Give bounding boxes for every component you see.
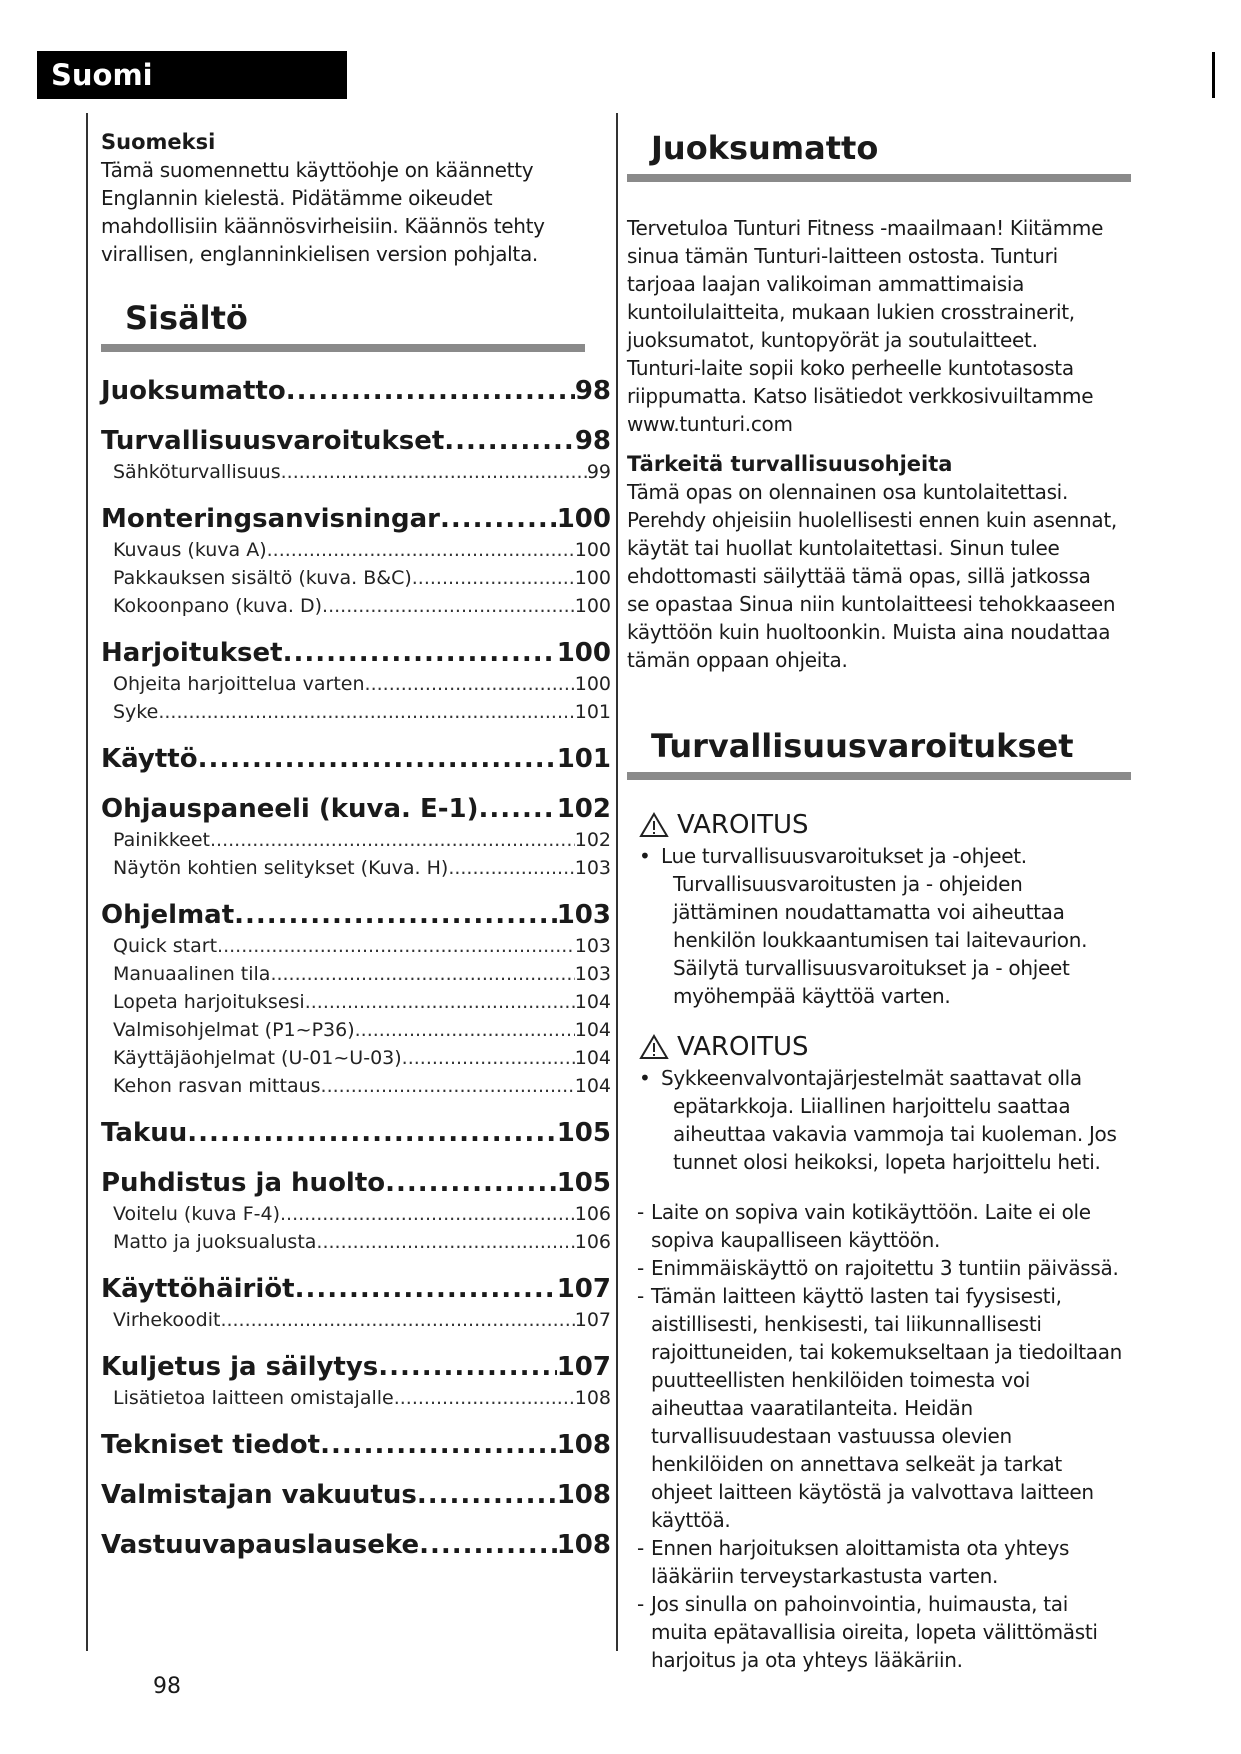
toc-page: 108 xyxy=(556,1530,611,1560)
toc-leader xyxy=(355,1016,575,1044)
left-column xyxy=(101,128,611,1562)
toc-label: Takuu xyxy=(101,1118,188,1148)
rule-item: - Laite on sopiva vain kotikäyttöön. Laite ei ole sopiva kaupalliseen käyttöön. xyxy=(637,1200,1091,1252)
warning-title: VAROITUS xyxy=(677,810,809,840)
toc-sub-page: 107 xyxy=(574,1309,611,1331)
warning-text xyxy=(627,842,1113,1010)
toc-sub-label: Käyttäjäohjelmat (U-01~U-03) xyxy=(113,1047,402,1069)
welcome-text: Tervetuloa Tunturi Fitness -maailmaan! Kiitämme sinua tämän Tunturi-laitteen ostosta. Tunturi tarjoaa laajan valikoiman ammattimaisia kuntoilulaitteita, mukaan lukien crosstrainerit, juoksumatot, kuntopyörät ja soutulaitteet. Tunturi-laite sopii koko perheelle kuntotasosta riippumatta. Katso lisätiedot verkkosivuiltamme www.tunturi.com xyxy=(627,216,1104,436)
toc-label: Monteringsanvisningar xyxy=(101,504,440,534)
intro-text: Tämä suomennettu käyttöohje on käännetty Englannin kielestä. Pidätämme oikeudet mahdollisiin käännösvirheisiin. Käännös tehty virallisen, englanninkielisen version pohjalta. xyxy=(101,158,545,266)
toc-page: 101 xyxy=(556,744,611,774)
toc-sub-label: Näytön kohtien selitykset (Kuva. H) xyxy=(113,857,449,879)
toc-sub-row[interactable] xyxy=(101,960,611,988)
toc-leader xyxy=(286,374,575,408)
toc-sub-label: Painikkeet xyxy=(113,829,211,851)
toc-sub-row[interactable] xyxy=(101,826,611,854)
toc-sub-row[interactable] xyxy=(101,1306,611,1334)
rule-text: Jos sinulla on pahoinvointia, huimausta, tai muita epätavallisia oireita, lopeta välittömästi harjoitus ja ota yhteys lääkäriin. xyxy=(651,1592,1098,1672)
toc-sub-page: 100 xyxy=(574,539,611,561)
warning-text xyxy=(627,1064,1123,1176)
bullet-dot: • xyxy=(639,1066,651,1090)
toc-sub-page: 104 xyxy=(574,991,611,1013)
toc-heading: Sisältö xyxy=(101,298,585,352)
toc-entry xyxy=(101,1272,611,1334)
toc-leader xyxy=(448,854,574,882)
warning-block-1 xyxy=(627,808,1137,1010)
language-tab xyxy=(37,51,347,99)
toc-entry xyxy=(101,636,611,726)
toc-sub-row[interactable] xyxy=(101,1016,611,1044)
toc-label: Turvallisuusvaroitukset xyxy=(101,426,445,456)
toc-sub-row[interactable] xyxy=(101,1044,611,1072)
section-heading-turvallisuus: Turvallisuusvaroitukset xyxy=(627,726,1131,780)
toc-leader xyxy=(402,1044,575,1072)
rule-item: - Jos sinulla on pahoinvointia, huimausta, tai muita epätavallisia oireita, lopeta välittömästi harjoitus ja ota yhteys lääkäriin. xyxy=(637,1592,1098,1672)
toc-sub-row[interactable] xyxy=(101,564,611,592)
warning-header xyxy=(627,808,1137,842)
language-label: Suomi xyxy=(51,58,153,92)
rule-text: Ennen harjoituksen aloittamista ota yhteys lääkäriin terveystarkastusta varten. xyxy=(651,1536,1070,1588)
toc-entry xyxy=(101,1116,611,1150)
toc-sub-label: Matto ja juoksualusta xyxy=(113,1231,317,1253)
toc-leader xyxy=(187,1116,556,1150)
toc-sub-label: Pakkauksen sisältö (kuva. B&C) xyxy=(113,567,412,589)
column-divider xyxy=(616,113,618,1651)
toc-sub-label: Voitelu (kuva F-4) xyxy=(113,1203,281,1225)
toc-sub-label: Quick start xyxy=(113,935,218,957)
toc-sub-label: Syke xyxy=(113,701,159,723)
toc-label: Ohjelmat xyxy=(101,900,235,930)
toc-label: Ohjauspaneeli (kuva. E-1) xyxy=(101,794,479,824)
toc-entry xyxy=(101,1478,611,1512)
toc-entry xyxy=(101,742,611,776)
rule-item: - Ennen harjoituksen aloittamista ota yhteys lääkäriin terveystarkastusta varten. xyxy=(637,1536,1070,1588)
toc-sub-page: 99 xyxy=(586,461,611,483)
toc-sub-row[interactable] xyxy=(101,1384,611,1412)
toc-sub-label: Valmisohjelmat (P1~P36) xyxy=(113,1019,355,1041)
toc-entry xyxy=(101,424,611,486)
toc-label: Juoksumatto xyxy=(101,376,286,406)
toc-leader xyxy=(234,898,557,932)
toc-sub-page: 102 xyxy=(574,829,611,851)
toc-leader xyxy=(220,1306,574,1334)
page-number: 98 xyxy=(153,1674,181,1699)
toc-page: 98 xyxy=(574,376,611,406)
toc-sub-row[interactable] xyxy=(101,458,611,486)
toc-main-row[interactable] xyxy=(101,374,611,408)
warning-triangle-icon xyxy=(639,812,669,838)
bullet-dot: • xyxy=(639,844,651,868)
toc-page: 108 xyxy=(556,1430,611,1460)
rule-text: Laite on sopiva vain kotikäyttöön. Laite ei ole sopiva kaupalliseen käyttöön. xyxy=(651,1200,1091,1252)
toc-sub-page: 104 xyxy=(574,1019,611,1041)
toc-page: 103 xyxy=(556,900,611,930)
toc-sub-page: 106 xyxy=(574,1231,611,1253)
toc-label: Tekniset tiedot xyxy=(101,1430,321,1460)
toc-sub-page: 100 xyxy=(574,673,611,695)
toc-main-row[interactable] xyxy=(101,636,611,670)
toc-entry xyxy=(101,792,611,882)
right-column xyxy=(627,128,1137,1674)
toc-main-row[interactable] xyxy=(101,1478,611,1512)
toc-sub-label: Lisätietoa laitteen omistajalle xyxy=(113,1387,394,1409)
rule-text: Enimmäiskäyttö on rajoitettu 3 tuntiin päivässä. xyxy=(651,1256,1119,1280)
toc-page: 107 xyxy=(556,1274,611,1304)
toc-leader xyxy=(295,1272,557,1306)
edge-marker xyxy=(1212,52,1215,98)
toc-main-row[interactable] xyxy=(101,1166,611,1200)
warning-triangle-icon xyxy=(639,1034,669,1060)
toc-sub-page: 103 xyxy=(574,935,611,957)
left-rule xyxy=(86,113,88,1651)
intro-title: Suomeksi xyxy=(101,130,216,154)
toc-label: Harjoitukset xyxy=(101,638,283,668)
toc-page: 100 xyxy=(556,638,611,668)
rule-text: Tämän laitteen käyttö lasten tai fyysisesti, aistillisesti, henkisesti, tai liikunnallisesti rajoittuneiden, tai kokemukseltaan ja tiedoiltaan puutteellisten henkilöiden toimesta voi aiheuttaa vaaratilanteita. Heidän turvallisuudestaan vastuussa olevien henkilöiden on annettava selkeät ja tarkat ohjeet laitteen käytöstä ja valvottava laitteen käyttöä. xyxy=(651,1284,1123,1532)
toc-leader xyxy=(198,742,557,776)
toc-leader xyxy=(322,592,575,620)
toc-sub-row[interactable] xyxy=(101,1228,611,1256)
section-heading-juoksumatto: Juoksumatto xyxy=(627,128,1131,182)
toc-sub-label: Kehon rasvan mittaus xyxy=(113,1075,321,1097)
toc-entry xyxy=(101,1350,611,1412)
warning-first-line: Sykkeenvalvontajärjestelmät saattavat olla xyxy=(661,1066,1082,1090)
toc-main-row[interactable] xyxy=(101,792,611,826)
toc-entry xyxy=(101,502,611,620)
toc-sub-page: 101 xyxy=(574,701,611,723)
toc-leader xyxy=(321,1072,575,1100)
toc-sub-page: 104 xyxy=(574,1075,611,1097)
rule-item: - Enimmäiskäyttö on rajoitettu 3 tuntiin päivässä. xyxy=(637,1256,1119,1280)
toc-sub-page: 108 xyxy=(574,1387,611,1409)
toc-leader xyxy=(440,502,557,536)
toc-sub-row[interactable] xyxy=(101,698,611,726)
toc-page: 98 xyxy=(574,426,611,456)
toc-main-row[interactable] xyxy=(101,1350,611,1384)
toc-label: Valmistajan vakuutus xyxy=(101,1480,417,1510)
toc-page: 105 xyxy=(556,1118,611,1148)
toc-label: Käyttöhäiriöt xyxy=(101,1274,295,1304)
toc-sub-page: 100 xyxy=(574,595,611,617)
toc-leader xyxy=(210,826,575,854)
toc-sub-page: 104 xyxy=(574,1047,611,1069)
toc-leader xyxy=(444,424,575,458)
toc-label: Käyttö xyxy=(101,744,198,774)
toc-main-row[interactable] xyxy=(101,742,611,776)
toc-sub-row[interactable] xyxy=(101,988,611,1016)
toc-leader xyxy=(270,960,574,988)
toc-leader xyxy=(385,1166,557,1200)
toc-leader xyxy=(320,1428,557,1462)
toc-page: 100 xyxy=(556,504,611,534)
toc-entry xyxy=(101,898,611,1100)
toc-leader xyxy=(419,1528,557,1562)
toc-sub-label: Kokoonpano (kuva. D) xyxy=(113,595,323,617)
toc-sub-row[interactable] xyxy=(101,670,611,698)
toc-entry xyxy=(101,374,611,408)
toc-leader xyxy=(365,670,575,698)
toc-sub-label: Manuaalinen tila xyxy=(113,963,271,985)
toc-sub-row[interactable] xyxy=(101,536,611,564)
toc-leader xyxy=(479,792,557,826)
toc-sub-row[interactable] xyxy=(101,932,611,960)
toc-leader xyxy=(267,536,575,564)
guide-text: Tämä opas on olennainen osa kuntolaitettasi. Perehdy ohjeisiin huolellisesti ennen kuin asennat, käytät tai huollat kuntolaitettasi. Sinun tulee ehdottomasti säilyttää tämä opas, sillä jatkossa se opastaa Sinua niin kuntolaitteesi tehokkaaseen käyttöön kuin huoltoonkin. Muista aina noudattaa tämän oppaan ohjeita. xyxy=(627,480,1117,672)
toc-main-row[interactable] xyxy=(101,1272,611,1306)
toc-sub-label: Ohjeita harjoittelua varten xyxy=(113,673,365,695)
toc-leader xyxy=(283,636,557,670)
toc-label: Puhdistus ja huolto xyxy=(101,1168,386,1198)
toc-page: 108 xyxy=(556,1480,611,1510)
toc-leader xyxy=(394,1384,575,1412)
warning-rest: epätarkkoja. Liiallinen harjoittelu saattaa aiheuttaa vakavia vammoja tai kuoleman. Jos tunnet olosi heikoksi, lopeta harjoittelu heti. xyxy=(673,1094,1117,1174)
toc-leader xyxy=(281,458,587,486)
toc-page: 105 xyxy=(556,1168,611,1198)
toc-list xyxy=(101,374,611,1562)
toc-sub-label: Virhekoodit xyxy=(113,1309,221,1331)
toc-label: Vastuuvapauslauseke xyxy=(101,1530,420,1560)
toc-sub-page: 103 xyxy=(574,857,611,879)
toc-sub-row[interactable] xyxy=(101,592,611,620)
toc-main-row[interactable] xyxy=(101,1528,611,1562)
toc-main-row[interactable] xyxy=(101,1428,611,1462)
toc-leader xyxy=(305,988,575,1016)
toc-leader xyxy=(217,932,575,960)
toc-entry xyxy=(101,1528,611,1562)
safety-subheading: Tärkeitä turvallisuusohjeita xyxy=(627,452,953,476)
toc-sub-page: 100 xyxy=(574,567,611,589)
toc-main-row[interactable] xyxy=(101,424,611,458)
rule-item: - Tämän laitteen käyttö lasten tai fyysisesti, aistillisesti, henkisesti, tai liikunnallisesti rajoittuneiden, tai kokemukseltaan ja tiedoiltaan puutteellisten henkilöiden toimesta voi aiheuttaa vaaratilanteita. Heidän turvallisuudestaan vastuussa olevien henkilöiden on annettava selkeät ja tarkat ohjeet laitteen käytöstä ja valvottava laitteen käyttöä. xyxy=(637,1284,1123,1532)
toc-main-row[interactable] xyxy=(101,898,611,932)
toc-sub-label: Kuvaus (kuva A) xyxy=(113,539,267,561)
toc-page: 107 xyxy=(556,1352,611,1382)
toc-sub-row[interactable] xyxy=(101,1200,611,1228)
toc-sub-label: Lopeta harjoituksesi xyxy=(113,991,305,1013)
rules-list xyxy=(627,1198,1127,1674)
warning-rest: Turvallisuusvaroitusten ja - ohjeiden jättäminen noudattamatta voi aiheuttaa henkilön loukkaantumisen tai laitevaurion. Säilytä turvallisuusvaroitukset ja - ohjeet myöhempää käyttöä varten. xyxy=(673,872,1088,1008)
toc-leader xyxy=(280,1200,575,1228)
warning-header xyxy=(627,1030,1137,1064)
toc-leader xyxy=(316,1228,574,1256)
warning-first-line: Lue turvallisuusvaroitukset ja -ohjeet. xyxy=(661,844,1027,868)
toc-leader xyxy=(417,1478,557,1512)
toc-entry xyxy=(101,1166,611,1256)
toc-main-row[interactable] xyxy=(101,502,611,536)
toc-leader xyxy=(158,698,574,726)
toc-leader xyxy=(412,564,575,592)
toc-label: Kuljetus ja säilytys xyxy=(101,1352,379,1382)
toc-main-row[interactable] xyxy=(101,1116,611,1150)
toc-page: 102 xyxy=(556,794,611,824)
warning-block-2 xyxy=(627,1030,1137,1176)
toc-sub-row[interactable] xyxy=(101,854,611,882)
toc-sub-row[interactable] xyxy=(101,1072,611,1100)
toc-entry xyxy=(101,1428,611,1462)
toc-sub-page: 106 xyxy=(574,1203,611,1225)
toc-sub-page: 103 xyxy=(574,963,611,985)
toc-leader xyxy=(378,1350,556,1384)
warning-title: VAROITUS xyxy=(677,1032,809,1062)
toc-sub-label: Sähköturvallisuus xyxy=(113,461,281,483)
